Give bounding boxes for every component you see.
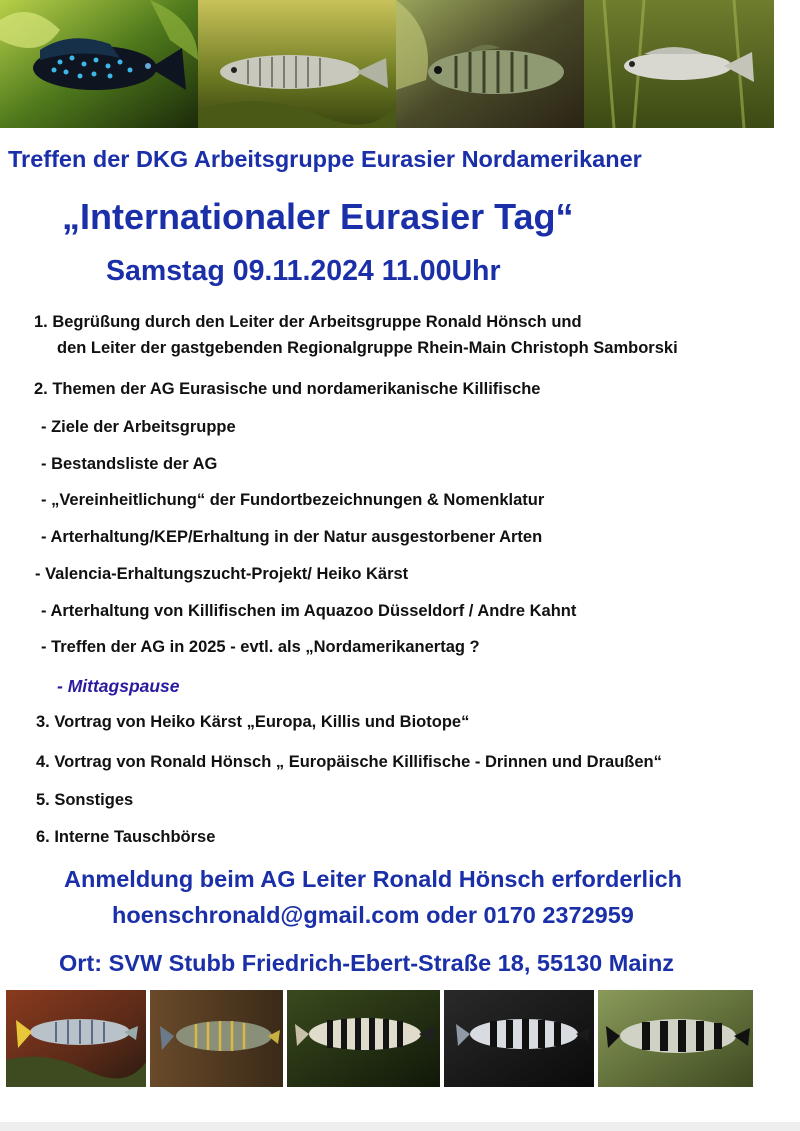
fish-photo-banded-green bbox=[396, 0, 584, 128]
registration-note: Anmeldung beim AG Leiter Ronald Hönsch erforderlich bbox=[64, 866, 683, 892]
agenda-subitem: - Bestandsliste der AG bbox=[41, 455, 218, 473]
agenda-subitem: - „Vereinheitlichung“ der Fundortbezeichnungen & Nomenklatur bbox=[41, 491, 545, 509]
event-date: Samstag 09.11.2024 11.00Uhr bbox=[106, 255, 501, 287]
agenda-item-5: 5. Sonstiges bbox=[36, 791, 134, 809]
agenda-lunch-break: - Mittagspause bbox=[57, 676, 180, 696]
agenda-item-4: 4. Vortrag von Ronald Hönsch „ Europäische Killifische - Drinnen und Draußen“ bbox=[36, 753, 662, 771]
fish-photo-blue-spotted bbox=[0, 0, 198, 128]
agenda-item-2: 2. Themen der AG Eurasische und nordamerikanische Killifische bbox=[34, 380, 541, 398]
agenda-subitem: - Ziele der Arbeitsgruppe bbox=[41, 418, 236, 436]
fish-photo-pale bbox=[584, 0, 774, 128]
agenda-item-6: 6. Interne Tauschbörse bbox=[36, 828, 216, 846]
agenda-subitem: - Arterhaltung von Killifischen im Aquazoo Düsseldorf / Andre Kahnt bbox=[41, 602, 577, 620]
agenda-subitem: - Arterhaltung/KEP/Erhaltung in der Natur ausgestorbener Arten bbox=[41, 528, 543, 546]
fish-photo-silver-striped bbox=[198, 0, 396, 128]
location-info: Ort: SVW Stubb Friedrich-Ebert-Straße 18, 55130 Mainz bbox=[59, 950, 675, 976]
fish-photo-yellow-fin bbox=[6, 990, 146, 1087]
fish-photo-striped-gold bbox=[150, 990, 283, 1087]
agenda-item-3: 3. Vortrag von Heiko Kärst „Europa, Killis und Biotope“ bbox=[36, 713, 470, 731]
agenda-subitem: - Valencia-Erhaltungszucht-Projekt/ Heiko Kärst bbox=[35, 565, 409, 583]
bottom-strip bbox=[0, 1122, 800, 1131]
agenda-item-1-line-2: den Leiter der gastgebenden Regionalgruppe Rhein-Main Christoph Samborski bbox=[57, 339, 678, 357]
event-title: „Internationaler Eurasier Tag“ bbox=[62, 196, 574, 237]
agenda-item-1-line-1: 1. Begrüßung durch den Leiter der Arbeitsgruppe Ronald Hönsch und bbox=[34, 313, 582, 331]
agenda-subitem: - Treffen der AG in 2025 - evtl. als „Nordamerikanertag ? bbox=[41, 638, 480, 656]
fish-photo-black-banded bbox=[287, 990, 440, 1087]
meeting-title: Treffen der DKG Arbeitsgruppe Eurasier Nordamerikaner bbox=[8, 146, 642, 172]
contact-info: hoenschronald@gmail.com oder 0170 2372959 bbox=[112, 902, 634, 928]
fish-photo-zebra bbox=[444, 990, 594, 1087]
fish-photo-black-bars bbox=[598, 990, 753, 1087]
